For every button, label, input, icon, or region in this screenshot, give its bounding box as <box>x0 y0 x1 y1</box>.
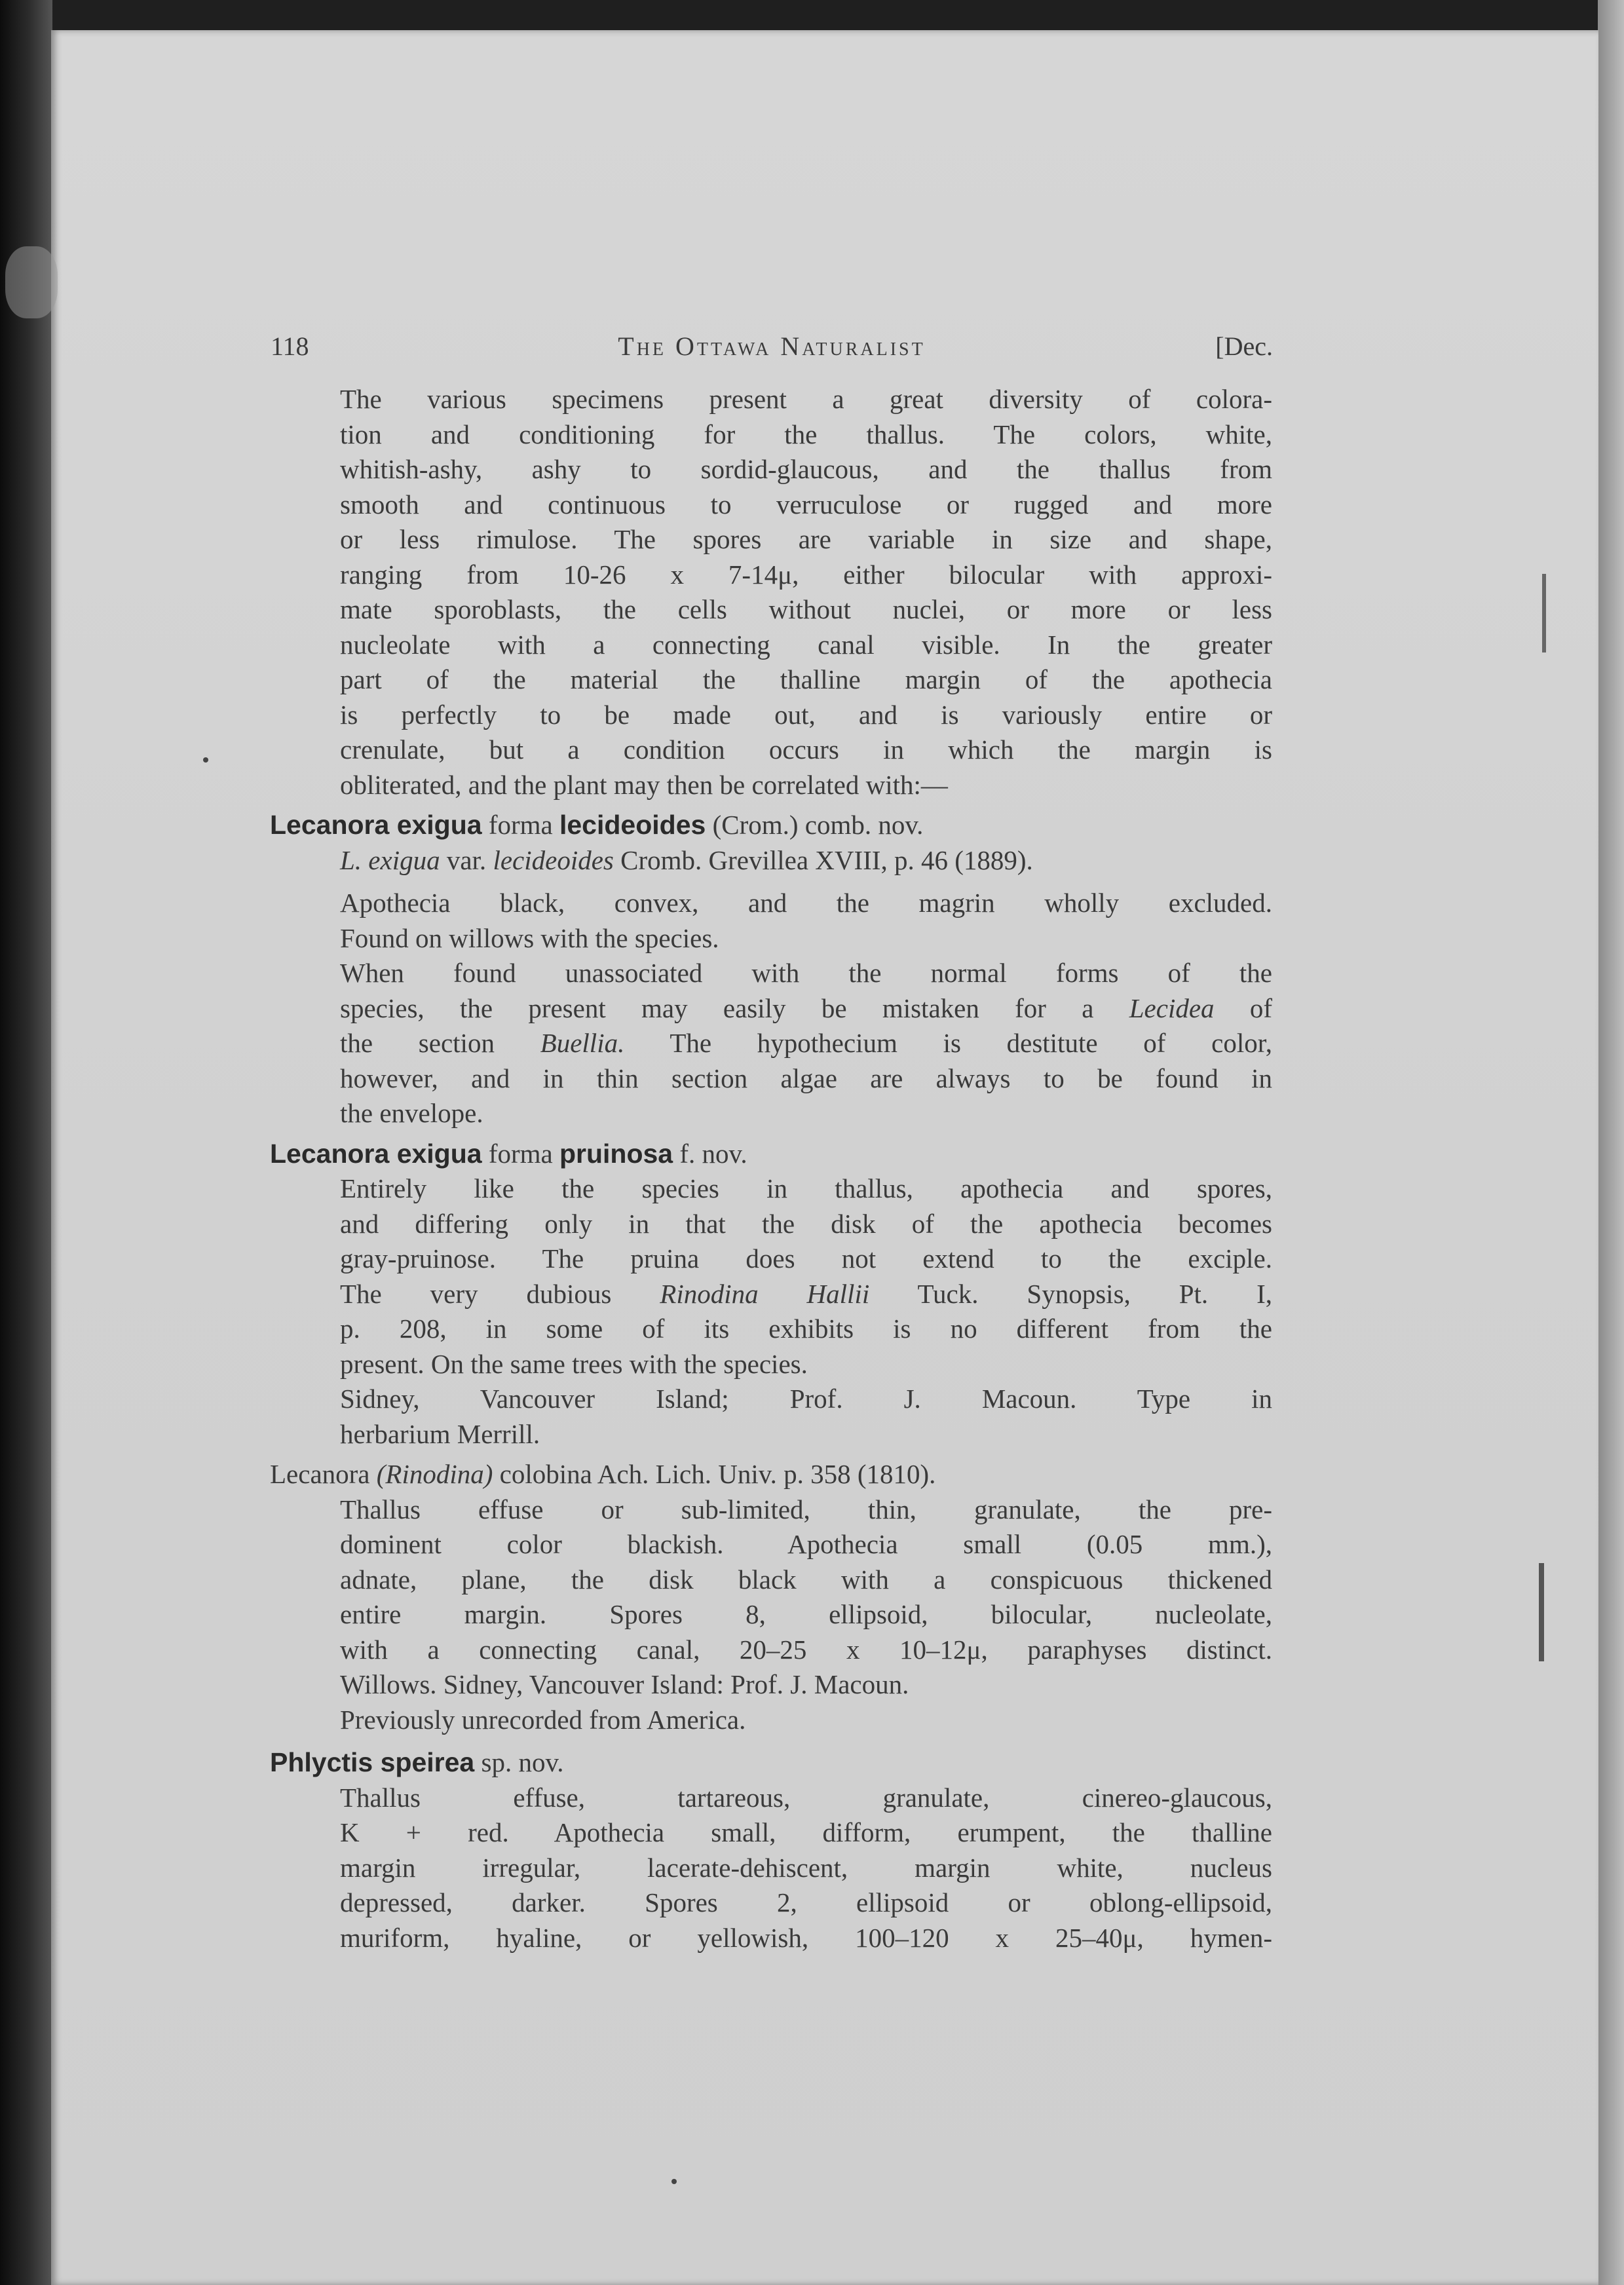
text-line: Willows. Sidney, Vancouver Island: Prof. J. Macoun. <box>340 1669 909 1699</box>
taxon-epithet: lecideoides <box>559 810 706 840</box>
text-line: present. On the same trees with the species. <box>340 1348 808 1379</box>
entry-lecanora-exigua-lecideoides <box>270 808 1272 1131</box>
locality-line: herbarium Merrill. <box>340 1418 540 1449</box>
genus-name: Lecidea <box>1129 992 1215 1023</box>
paragraph-intro <box>270 382 1272 803</box>
text-line: crenulate, but a condition occurs in which the margin is <box>340 734 1272 765</box>
text-line: tion and conditioning for the thallus. The colors, white, <box>340 419 1272 449</box>
synonym-citation <box>340 843 1272 878</box>
entry-heading <box>270 1745 1272 1781</box>
text-line: K + red. Apothecia small, difform, erumpent, the thalline <box>340 1817 1272 1847</box>
note-text: of <box>1249 992 1272 1023</box>
text-line: adnate, plane, the disk black with a conspicuous thickened <box>340 1564 1272 1595</box>
note-text: the section <box>340 1028 495 1058</box>
taxon-epithet: pruinosa <box>559 1138 673 1169</box>
text-line: depressed, darker. Spores 2, ellipsoid or oblong-ellipsoid, <box>340 1887 1272 1917</box>
text-line: obliterated, and the plant may then be correlated with:— <box>340 769 948 800</box>
citation: Cromb. Grevillea XVIII, p. 46 <box>620 844 948 875</box>
text-line: Thallus effuse or sub-limited, thin, granulate, the pre- <box>340 1494 1272 1524</box>
page-number: 118 <box>271 331 309 361</box>
margin-mark-upper <box>1542 574 1546 652</box>
taxon-author: f. nov. <box>679 1138 747 1169</box>
text-line: The various specimens present a great diversity of colora- <box>340 384 1272 414</box>
text-line: Previously unrecorded from America. <box>340 1704 746 1735</box>
taxon-name: Lecanora exigua <box>270 1138 482 1169</box>
taxon-reference: Rinodina Hallii <box>660 1278 870 1309</box>
text-line: and differing only in that the disk of the apothecia becomes <box>340 1208 1272 1239</box>
entry-heading <box>270 1457 1272 1492</box>
text-line: however, and in thin section algae are always to be found in <box>340 1063 1272 1093</box>
text-line: dominent color blackish. Apothecia small (0.05 mm.), <box>340 1529 1272 1559</box>
text-line: Apothecia black, convex, and the magrin wholly excluded. <box>340 888 1272 918</box>
text-line: Entirely like the species in thallus, apothecia and spores, <box>340 1173 1272 1203</box>
binding-stain <box>5 246 58 318</box>
issue-month: [Dec. <box>1215 331 1273 361</box>
text-line: with a connecting canal, 20–25 x 10–12μ, paraphyses distinct. <box>340 1634 1272 1665</box>
text-line: smooth and continuous to verruculose or rugged and more <box>340 489 1272 519</box>
text-line: Found on willows with the species. <box>340 922 719 953</box>
synonym-name: L. exigua <box>340 844 440 875</box>
page-body <box>270 382 1272 1955</box>
scan-left-edge <box>0 0 52 2285</box>
text-line: the envelope. <box>340 1098 483 1128</box>
note-text: species, the present may easily be mistaken for a <box>340 992 1094 1023</box>
speck <box>671 2179 677 2184</box>
text-line: part of the material the thalline margin of the apothecia <box>340 664 1272 694</box>
text-line: muriform, hyaline, or yellowish, 100–120 x 25–40μ, hymen- <box>340 1922 1272 1953</box>
entry-lecanora-exigua-pruinosa <box>270 1137 1272 1452</box>
note-text: The hypothecium is destitute of color, <box>670 1028 1272 1058</box>
text-line: is perfectly to be made out, and is variously entire or <box>340 699 1272 730</box>
text-line: gray-pruinose. The pruina does not extend to the exciple. <box>340 1243 1272 1274</box>
section-name: Buellia. <box>540 1028 625 1058</box>
citation-year: (1889). <box>954 844 1033 875</box>
speck <box>203 757 208 763</box>
note-text: Tuck. Synopsis, Pt. I, <box>917 1278 1273 1309</box>
taxon-name: Lecanora exigua <box>270 810 482 840</box>
synonym-rank: var. <box>446 844 487 875</box>
margin-mark-lower <box>1539 1563 1544 1661</box>
scan-right-edge <box>1598 0 1624 2285</box>
taxon-rank: forma <box>488 1138 553 1169</box>
entry-lecanora-rinodina-colobina <box>270 1457 1272 1737</box>
text-line: Thallus effuse, tartareous, granulate, cinereo-glaucous, <box>340 1782 1272 1813</box>
text-line: p. 208, in some of its exhibits is no different from the <box>340 1313 1272 1344</box>
taxon-name: Phlyctis speirea <box>270 1747 475 1777</box>
taxon-rank: forma <box>488 810 553 840</box>
text-line <box>340 991 1272 1027</box>
locality-line: Sidney, Vancouver Island; Prof. J. Macoun. Type in <box>340 1384 1272 1414</box>
journal-title: The Ottawa Naturalist <box>618 331 926 361</box>
text-line <box>340 1026 1272 1061</box>
text-line: margin irregular, lacerate-dehiscent, margin white, nucleus <box>340 1852 1272 1883</box>
running-head <box>271 331 1273 368</box>
text-line: mate sporoblasts, the cells without nuclei, or more or less <box>340 594 1272 624</box>
text-line: entire margin. Spores 8, ellipsoid, bilocular, nucleolate, <box>340 1599 1272 1629</box>
entry-heading <box>270 808 1272 843</box>
entry-phlyctis-speirea <box>270 1745 1272 1955</box>
taxon-author: (Crom.) comb. nov. <box>712 810 924 840</box>
note-text: The very dubious <box>340 1278 612 1309</box>
taxon-author: sp. nov. <box>481 1747 564 1777</box>
taxon-citation: colobina Ach. Lich. Univ. p. 358 (1810). <box>499 1459 936 1489</box>
entry-heading <box>270 1137 1272 1172</box>
text-line: or less rimulose. The spores are variable in size and shape, <box>340 524 1272 554</box>
synonym-epithet: lecideoides <box>493 844 614 875</box>
taxon-name: Lecanora <box>270 1459 370 1489</box>
subgenus-name: (Rinodina) <box>376 1459 493 1489</box>
text-line: ranging from 10-26 x 7-14μ, either bilocular with approxi- <box>340 559 1272 590</box>
text-line: When found unassociated with the normal forms of the <box>340 958 1272 988</box>
text-line: nucleolate with a connecting canal visible. In the greater <box>340 629 1272 660</box>
text-line: whitish-ashy, ashy to sordid-glaucous, and the thallus from <box>340 454 1272 484</box>
text-line <box>340 1277 1272 1312</box>
